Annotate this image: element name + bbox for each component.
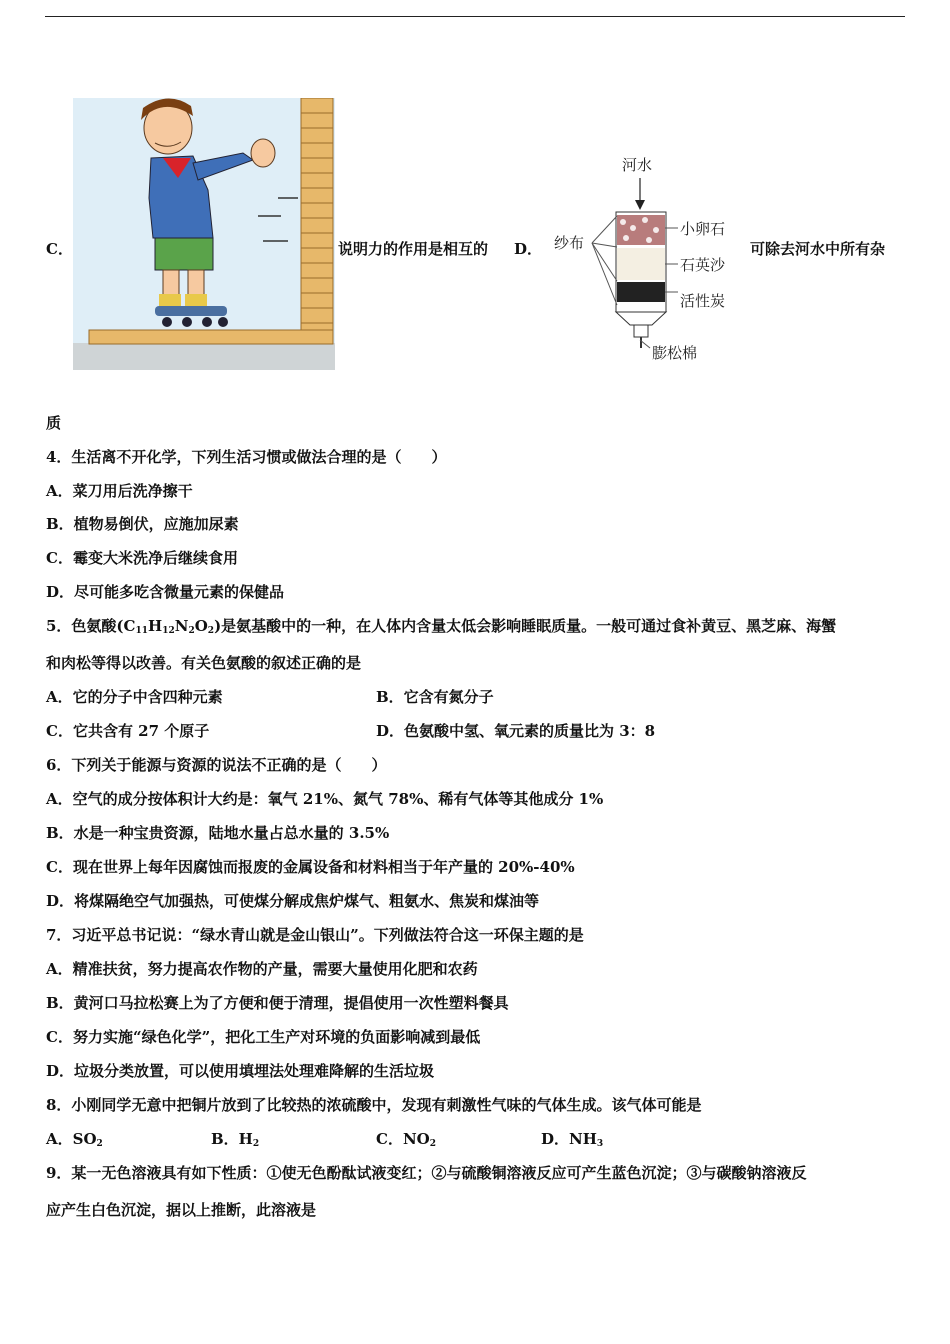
q8-option-c: C．$NO_2$: [376, 1130, 436, 1149]
q8-option-b: B．$H_2$: [211, 1130, 260, 1149]
q4-option-a: A．菜刀用后洗净擦干: [46, 482, 193, 500]
filter-label-cotton: 膨松棉: [652, 344, 698, 362]
q8-option-a: A．$SO_2$: [46, 1130, 103, 1149]
q3-option-c-label: C．: [46, 240, 73, 258]
q9-stem: 9．某一无色溶液具有如下性质：①使无色酚酞试液变红；②与硫酸铜溶液反应可产生蓝色沉淀；③与碳酸钠溶液反: [46, 1164, 807, 1182]
q4-option-b: B．植物易倒伏，应施加尿素: [46, 515, 239, 533]
q8-option-d: D．$NH_3$: [541, 1130, 604, 1149]
q6-option-b: B．水是一种宝贵资源，陆地水量占总水量的 3.5%: [46, 824, 390, 842]
q7-option-d: D．垃圾分类放置，可以使用填埋法处理难降解的生活垃圾: [46, 1062, 435, 1080]
q5-option-c: C．它共含有 27 个原子: [46, 722, 210, 740]
q6-option-c: C．现在世界上每年因腐蚀而报废的金属设备和材料相当于年产量的 20%-40%: [46, 858, 575, 876]
q5-stem: 5．色氨酸$(C_{11}H_{12}N_2O_2)$是氨基酸中的一种，在人体内含量太低会影响睡眠质量。一般可通过食补黄豆、黑芝麻、海蟹: [46, 617, 837, 636]
q5-stem-line2: 和肉松等得以改善。有关色氨酸的叙述正确的是: [46, 654, 362, 672]
filter-label-carbon: 活性炭: [680, 292, 726, 310]
q7-option-a: A．精准扶贫，努力提高农作物的产量，需要大量使用化肥和农药: [46, 960, 478, 978]
q3-option-d-text: 可除去河水中所有杂: [750, 240, 886, 258]
q7-stem: 7．习近平总书记说：“绿水青山就是金山银山”。下列做法符合这一环保主题的是: [46, 926, 584, 944]
q3-option-d-text-cont: 质: [46, 414, 62, 432]
header-rule: [45, 16, 905, 17]
q4-option-c: C．霉变大米洗净后继续食用: [46, 549, 238, 567]
water-filter-diagram: [550, 150, 750, 365]
q7-option-c: C．努力实施“绿色化学”，把化工生产对环境的负面影响减到最低: [46, 1028, 481, 1046]
q9-stem-line2: 应产生白色沉淀，据以上推断，此溶液是: [46, 1201, 317, 1219]
q5-option-d: D．色氨酸中氢、氧元素的质量比为 3：8: [376, 722, 656, 740]
q6-option-a: A．空气的成分按体积计大约是：氧气 21%、氮气 78%、稀有气体等其他成分 1%: [46, 790, 604, 808]
q4-option-d: D．尽可能多吃含微量元素的保健品: [46, 583, 285, 601]
q3-option-d-label: D．: [514, 240, 543, 258]
q5-option-b: B．它含有氮分子: [376, 688, 494, 706]
q6-stem: 6．下列关于能源与资源的说法不正确的是（ ）: [46, 756, 387, 774]
q3-option-c-text: 说明力的作用是相互的: [338, 240, 489, 258]
filter-label-gauze: 纱布: [554, 234, 585, 252]
filter-label-pebble: 小卵石: [680, 220, 726, 238]
q7-option-b: B．黄河口马拉松赛上为了方便和便于清理，提倡使用一次性塑料餐具: [46, 994, 509, 1012]
q8-stem: 8．小刚同学无意中把铜片放到了比较热的浓硫酸中，发现有刺激性气味的气体生成。该气体可能是: [46, 1096, 702, 1114]
q5-option-a: A．它的分子中含四种元素: [46, 688, 223, 706]
skater-wall-illustration: [73, 98, 335, 370]
filter-label-sand: 石英沙: [680, 256, 726, 274]
q6-option-d: D．将煤隔绝空气加强热，可使煤分解成焦炉煤气、粗氨水、焦炭和煤油等: [46, 892, 540, 910]
q4-stem: 4．生活离不开化学，下列生活习惯或做法合理的是（ ）: [46, 448, 447, 466]
filter-label-river: 河水: [622, 156, 653, 174]
